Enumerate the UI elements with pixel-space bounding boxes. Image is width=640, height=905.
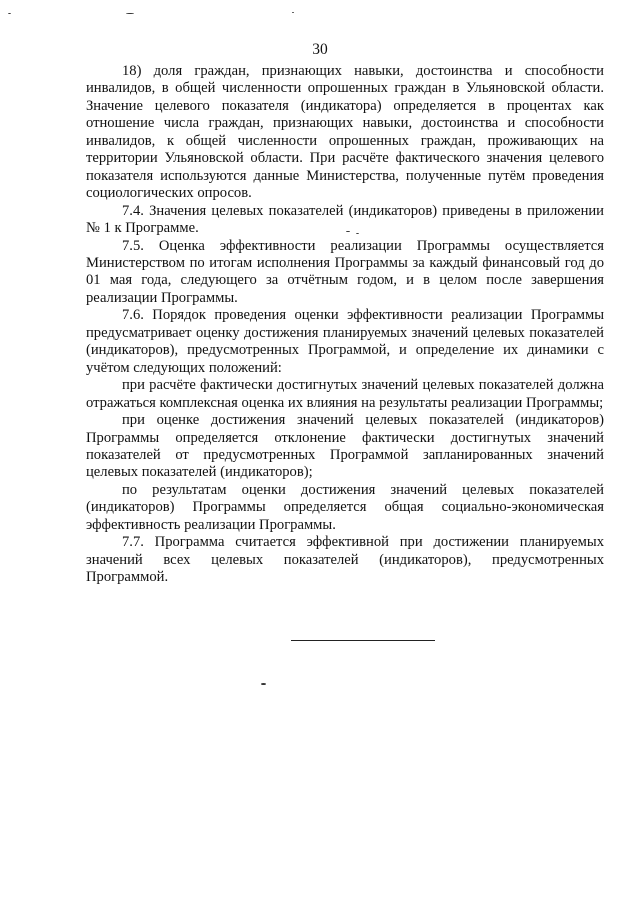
scan-speck (356, 233, 359, 234)
end-separator-line (291, 640, 435, 641)
scan-speck (126, 13, 134, 14)
document-body (86, 63, 604, 587)
paragraph-7-4: 7.4. Значения целевых показателей (индикаторов) приведены в приложении № 1 к Программе. (86, 202, 604, 237)
paragraph-7-5: 7.5. Оценка эффективности реализации Программы осуществляется Министерством по итогам исполнения Программы за каждый финансовый год до 01 мая года, следующего за отчётным годом, и в целом после завершения реализации Программы. (86, 237, 604, 306)
paragraph-7-7: 7.7. Программа считается эффективной при достижении планируемых значений всех целевых показателей (индикаторов), предусмотренных Программой. (86, 534, 604, 586)
paragraph-7-6-provision-3: по результатам оценки достижения значений целевых показателей (индикаторов) Программы определяется общая социально-экономическая эффективность реализации Программы. (86, 481, 604, 533)
page-number: 30 (312, 41, 328, 58)
scan-speck (346, 231, 350, 232)
scan-speck (261, 683, 266, 685)
paragraph-indicator-18: 18) доля граждан, признающих навыки, достоинства и способности инвалидов, в общей численности опрошенных граждан в Ульяновской области. Значение целевого показателя (индикатора) определяется в процентах как отношение числа граждан, признающих навыки, достоинства и способности инвалидов, к общей численности опрошенных граждан, проживающих на территории Ульяновской области. При расчёте фактического значения целевого показателя используются данные Министерства, полученные путём проведения социологических опросов. (86, 63, 604, 202)
scan-speck (292, 12, 294, 13)
paragraph-7-6-provision-2: при оценке достижения значений целевых показателей (индикаторов) Программы определяется отклонение фактически достигнутых значений показателей от предусмотренных Программой запланированных значений целевых показателей (индикаторов); (86, 412, 604, 481)
scan-speck (8, 13, 11, 14)
paragraph-7-6-provision-1: при расчёте фактически достигнутых значений целевых показателей должна отражаться комплексная оценка их влияния на результаты реализации Программы; (86, 377, 604, 411)
paragraph-7-6: 7.6. Порядок проведения оценки эффективности реализации Программы предусматривает оценку достижения планируемых значений целевых показателей (индикаторов), предусмотренных Программой, и определение их динамики с учётом следующих положений: (86, 307, 604, 376)
